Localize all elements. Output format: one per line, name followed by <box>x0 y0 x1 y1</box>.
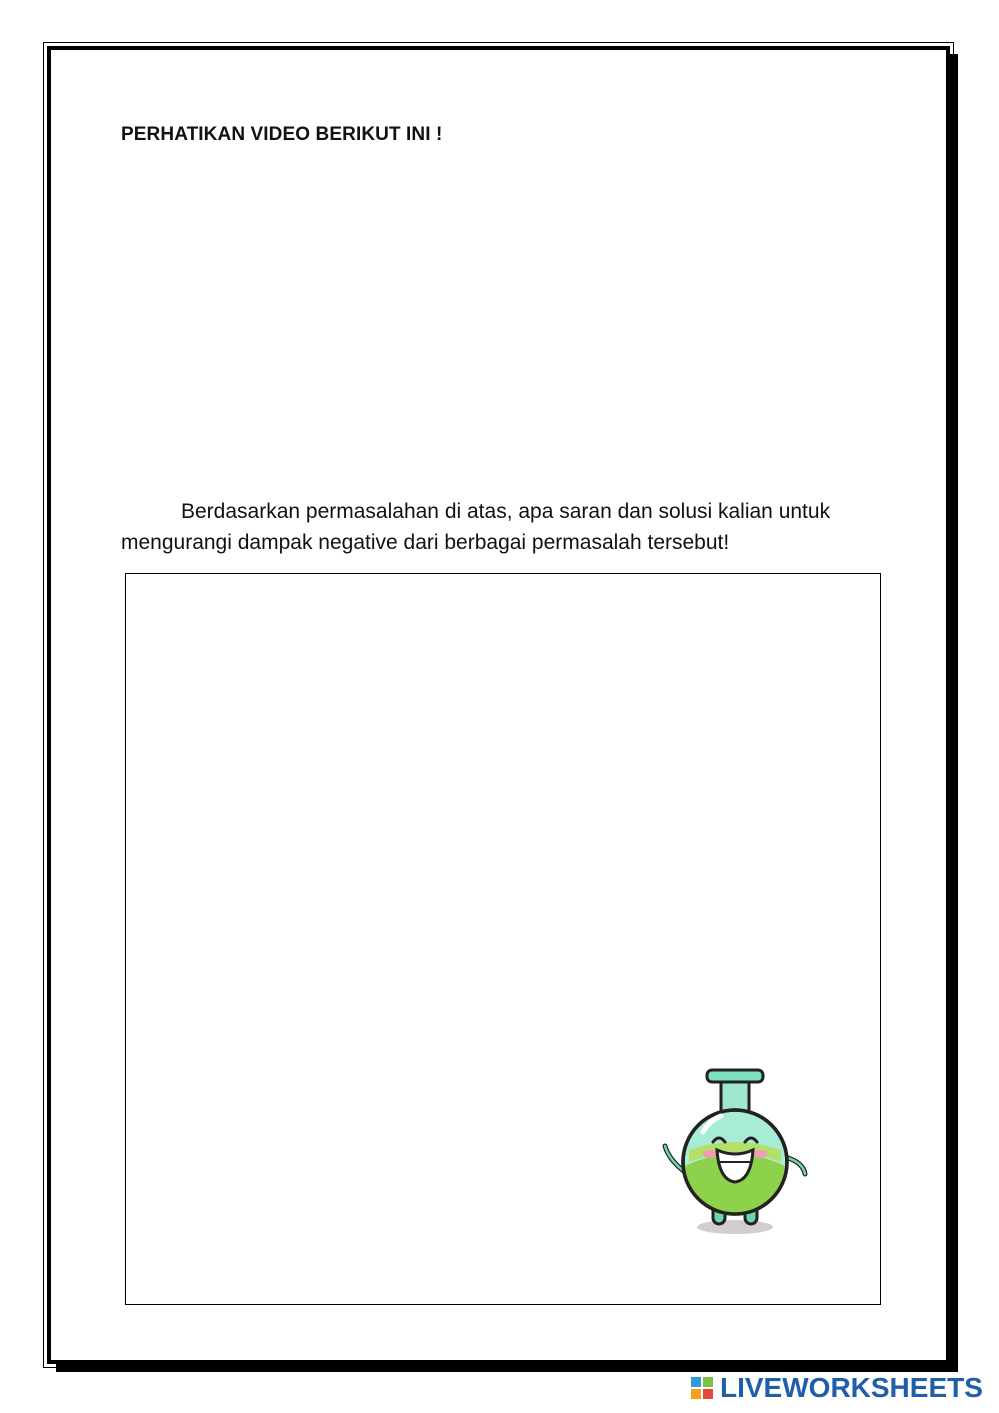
liveworksheets-logo-icon <box>690 1376 714 1400</box>
question-prompt-text: Berdasarkan permasalahan di atas, apa saran dan solusi kalian untuk mengurangi dampak negative dari berbagai permasalah tersebut! <box>121 500 831 554</box>
question-prompt <box>121 496 891 558</box>
brand-name: LIVEWORKSHEETS <box>720 1372 983 1403</box>
brand-footer <box>690 1372 983 1404</box>
worksheet-heading: PERHATIKAN VIDEO BERIKUT INI ! <box>121 124 443 145</box>
flask-mascot-icon <box>655 1062 815 1242</box>
